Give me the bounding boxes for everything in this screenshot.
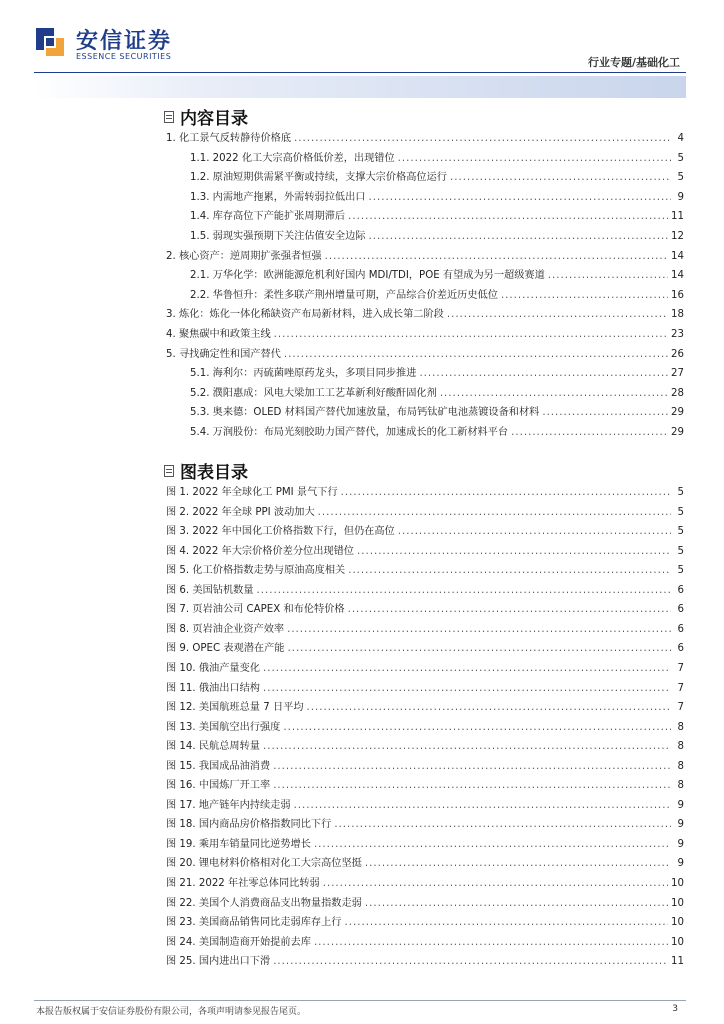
company-logo <box>32 22 172 68</box>
toc-entry-page[interactable]: 6 <box>677 623 684 635</box>
dot-leader <box>369 231 669 242</box>
toc-entry[interactable] <box>166 638 684 654</box>
dot-leader <box>283 722 671 733</box>
toc-entry-page[interactable]: 9 <box>677 191 684 203</box>
dot-leader <box>318 507 671 518</box>
dot-leader <box>345 917 669 928</box>
toc-entry[interactable] <box>166 951 684 967</box>
toc-entry-page[interactable]: 8 <box>677 721 684 733</box>
toc-entry-page[interactable]: 9 <box>677 819 684 831</box>
toc-entry-text[interactable]: 1.3. 内需地产拖累，外需转弱拉低出口 <box>190 191 366 203</box>
toc-entry-text[interactable]: 图 20. 锂电材料价格相对化工大宗高位坚挺 <box>166 858 362 870</box>
toc-entry-text[interactable]: 图 11. 俄油出口结构 <box>166 682 260 694</box>
toc-entry[interactable] <box>166 658 684 674</box>
toc-entry-text[interactable]: 1.1. 2022 化工大宗高价格低价差，出现错位 <box>190 152 395 164</box>
toc-entry-text[interactable]: 图 2. 2022 年全球 PPI 波动加大 <box>166 506 315 518</box>
toc-entry-page[interactable]: 7 <box>677 662 684 674</box>
dot-leader <box>307 702 671 713</box>
toc-entry-text[interactable]: 图 19. 乘用车销量同比逆势增长 <box>166 838 311 850</box>
toc-entry-page[interactable]: 26 <box>671 348 684 360</box>
dot-leader <box>365 858 671 869</box>
toc-entry-text[interactable]: 图 10. 俄油产量变化 <box>166 662 260 674</box>
toc-entry[interactable] <box>166 482 684 498</box>
dot-leader <box>287 643 671 654</box>
toc-entry-page[interactable]: 5 <box>677 172 684 184</box>
dot-leader <box>334 819 671 830</box>
dot-leader <box>348 604 671 615</box>
toc-entry[interactable] <box>166 265 684 281</box>
toc-entry-text[interactable]: 图 6. 美国钻机数量 <box>166 584 254 596</box>
toc-entry-page[interactable]: 28 <box>671 387 684 399</box>
dot-leader <box>325 251 668 262</box>
dot-leader <box>398 153 671 164</box>
toc-entry-text[interactable]: 2.2. 华鲁恒升：柔性多联产荆州增量可期，产品综合价差近历史低位 <box>190 289 498 301</box>
dot-leader <box>314 937 668 948</box>
toc-entry[interactable] <box>166 580 684 596</box>
toc-entry-page[interactable]: 14 <box>671 270 684 282</box>
toc-entry-page[interactable]: 5 <box>677 565 684 577</box>
toc-entry-page[interactable]: 12 <box>671 231 684 242</box>
toc-entry[interactable] <box>166 402 684 418</box>
toc-entry[interactable] <box>166 187 684 203</box>
toc-entry[interactable] <box>166 206 684 222</box>
toc-entry[interactable] <box>166 383 684 399</box>
report-category: 行业专题/基础化工 <box>587 56 680 69</box>
toc-entry-page[interactable]: 11 <box>671 956 684 968</box>
toc-entry-text[interactable]: 1.2. 原油短期供需紧平衡或持续，支撑大宗价格高位运行 <box>190 172 447 184</box>
dot-leader <box>323 878 668 889</box>
toc-entry-text[interactable]: 图 24. 美国制造商开始提前去库 <box>166 936 311 948</box>
dot-leader <box>511 427 668 438</box>
dot-leader <box>263 663 671 674</box>
toc-entry-page[interactable]: 29 <box>671 427 684 438</box>
figures-heading <box>164 458 248 483</box>
toc-entry-text[interactable]: 2. 核心资产：逆周期扩张强者恒强 <box>166 250 322 262</box>
toc-entry-text[interactable]: 5.3. 奥来德：OLED 材料国产替代加速放量，布局钙钛矿电池蒸镀设备和材料 <box>190 407 540 419</box>
toc-entry-text[interactable]: 图 7. 页岩油公司 CAPEX 和布伦特价格 <box>166 604 345 616</box>
toc-entry-text[interactable]: 图 18. 国内商品房价格指数同比下行 <box>166 819 332 831</box>
dot-leader <box>440 388 668 399</box>
header-divider <box>34 72 686 73</box>
toc-entry-page[interactable]: 5 <box>677 545 684 557</box>
toc-entry-page[interactable]: 10 <box>671 897 684 909</box>
toc-entry-page[interactable]: 8 <box>677 780 684 792</box>
toc-entry-page[interactable]: 10 <box>671 917 684 929</box>
toc-entry[interactable] <box>166 893 684 909</box>
toc-entry[interactable] <box>166 814 684 830</box>
dot-leader <box>348 211 668 222</box>
toc-entry[interactable] <box>166 541 684 557</box>
list-icon <box>164 111 174 123</box>
toc-entry-page[interactable]: 7 <box>677 682 684 694</box>
toc-entry[interactable] <box>166 599 684 615</box>
toc-entry-text[interactable]: 1.5. 弱现实强预期下关注估值安全边际 <box>190 231 366 242</box>
logo-mark-icon <box>32 24 68 60</box>
toc-entry[interactable] <box>166 502 684 518</box>
dot-leader <box>314 839 671 850</box>
toc-entry[interactable] <box>166 795 684 811</box>
dot-leader <box>273 761 671 772</box>
toc-entry-text[interactable]: 图 13. 美国航空出行强度 <box>166 721 281 733</box>
figures-title: 图表目录 <box>180 463 248 483</box>
toc-entry-text[interactable]: 3. 炼化：炼化一体化稀缺资产布局新材料，进入成长第二阶段 <box>166 309 444 321</box>
toc-entry-page[interactable]: 5 <box>677 526 684 538</box>
toc-entry-page[interactable]: 5 <box>677 506 684 518</box>
toc-entry-page[interactable]: 10 <box>671 878 684 889</box>
toc-entry-text[interactable]: 4. 聚焦碳中和政策主线 <box>166 329 271 340</box>
dot-leader <box>294 133 671 144</box>
dot-leader <box>263 741 671 752</box>
toc-entry[interactable] <box>166 521 684 537</box>
toc-entry-text[interactable]: 图 25. 国内进出口下滑 <box>166 956 271 968</box>
toc-entry-text[interactable]: 图 14. 民航总周转量 <box>166 741 260 753</box>
toc-entry-page[interactable]: 14 <box>671 250 684 262</box>
toc-entry-page[interactable]: 4 <box>677 133 684 144</box>
toc-entry-page[interactable]: 23 <box>671 329 684 340</box>
toc-entry[interactable] <box>166 756 684 772</box>
toc-entry-text[interactable]: 5.1. 海利尔：丙硫菌唑原药龙头，多项目同步推进 <box>190 368 417 380</box>
toc-entry[interactable] <box>166 932 684 948</box>
toc-entry-page[interactable]: 29 <box>671 407 684 419</box>
toc-entry-page[interactable]: 8 <box>677 760 684 772</box>
footer-divider <box>34 1000 686 1001</box>
toc-entry[interactable] <box>166 834 684 850</box>
toc-entry[interactable] <box>166 697 684 713</box>
toc-entry-text[interactable]: 2.1. 万华化学：欧洲能源危机利好国内 MDI/TDI，POE 有望成为另一超级赛道 <box>190 270 545 282</box>
dot-leader <box>257 585 671 596</box>
dot-leader <box>357 546 671 557</box>
dot-leader <box>284 349 668 360</box>
toc-entry-text[interactable]: 1. 化工景气反转静待价格底 <box>166 133 292 144</box>
list-icon <box>164 465 174 477</box>
toc-entry[interactable] <box>166 736 684 752</box>
toc-entry[interactable] <box>166 344 684 360</box>
dot-leader <box>548 270 668 281</box>
toc-entry-text[interactable]: 5.2. 濮阳惠成：风电大梁加工工艺革新利好酸酐固化剂 <box>190 387 437 399</box>
toc-entry-page[interactable]: 18 <box>671 309 684 321</box>
contents-title: 内容目录 <box>180 109 248 129</box>
toc-entry[interactable] <box>166 560 684 576</box>
toc-entry[interactable] <box>166 128 684 144</box>
toc-entry-page[interactable]: 27 <box>671 368 684 380</box>
toc-entry[interactable] <box>166 285 684 301</box>
contents-heading <box>164 104 248 129</box>
toc-entry-page[interactable]: 16 <box>671 289 684 301</box>
toc-entry[interactable] <box>166 226 684 242</box>
toc-entry-page[interactable]: 8 <box>677 741 684 753</box>
toc-entry[interactable] <box>166 619 684 635</box>
company-name-cn: 安信证券 <box>76 29 173 54</box>
toc-entry-page[interactable]: 6 <box>677 604 684 616</box>
toc-entry-text[interactable]: 图 17. 地产链年内持续走弱 <box>166 799 291 811</box>
toc-entry-text[interactable]: 图 23. 美国商品销售同比走弱库存上行 <box>166 917 342 929</box>
dot-leader <box>273 956 668 967</box>
toc-entry-page[interactable]: 9 <box>677 799 684 811</box>
toc-entry-text[interactable]: 图 9. OPEC 表观潜在产能 <box>166 643 285 655</box>
toc-entry-text[interactable]: 1.4. 库存高位下产能扩张周期滞后 <box>190 211 346 223</box>
toc-entry[interactable] <box>166 304 684 320</box>
dot-leader <box>263 683 671 694</box>
toc-entry-page[interactable]: 9 <box>677 838 684 850</box>
dot-leader <box>419 368 668 379</box>
toc-entry[interactable] <box>166 775 684 791</box>
toc-entry-text[interactable]: 图 5. 化工价格指数走势与原油高度相关 <box>166 565 346 577</box>
toc-entry-text[interactable]: 5. 寻找确定性和国产替代 <box>166 348 281 360</box>
dot-leader <box>398 526 671 537</box>
toc-entry[interactable] <box>166 148 684 164</box>
dot-leader <box>447 309 668 320</box>
dot-leader <box>274 329 668 340</box>
toc-entry[interactable] <box>166 422 684 438</box>
dot-leader <box>369 192 672 203</box>
toc-entry-text[interactable]: 图 16. 中国炼厂开工率 <box>166 780 271 792</box>
toc-entry-text[interactable]: 5.4. 万润股份：布局光刻胶助力国产替代，加速成长的化工新材料平台 <box>190 427 509 438</box>
toc-entry[interactable] <box>166 363 684 379</box>
page-number: 3 <box>672 1004 678 1014</box>
toc-entry-text[interactable]: 图 3. 2022 年中国化工价格指数下行，但仍在高位 <box>166 526 395 538</box>
dot-leader <box>365 898 668 909</box>
toc-entry-page[interactable]: 9 <box>677 858 684 870</box>
toc-entry-page[interactable]: 6 <box>677 584 684 596</box>
dot-leader <box>273 780 671 791</box>
dot-leader <box>501 290 668 301</box>
company-name-en: ESSENCE SECURITIES <box>76 52 172 61</box>
toc-entry-text[interactable]: 图 12. 美国航班总量 7 日平均 <box>166 702 304 714</box>
toc-entry-page[interactable]: 7 <box>677 702 684 714</box>
toc-entry[interactable] <box>166 912 684 928</box>
toc-entry-page[interactable]: 5 <box>677 487 684 498</box>
toc-entry[interactable] <box>166 246 684 262</box>
toc-entry-text[interactable]: 图 1. 2022 年全球化工 PMI 景气下行 <box>166 487 338 498</box>
header-band <box>34 76 686 98</box>
toc-entry-text[interactable]: 图 15. 我国成品油消费 <box>166 760 271 772</box>
toc-entry[interactable] <box>166 324 684 340</box>
toc-entry-page[interactable]: 6 <box>677 643 684 655</box>
dot-leader <box>287 624 671 635</box>
toc-entry-text[interactable]: 图 8. 页岩油企业资产效率 <box>166 623 285 635</box>
toc-entry-text[interactable]: 图 21. 2022 年社零总体同比转弱 <box>166 878 320 889</box>
dot-leader <box>542 407 668 418</box>
toc-entry-text[interactable]: 图 22. 美国个人消费商品支出物量指数走弱 <box>166 897 362 909</box>
toc-entry[interactable] <box>166 717 684 733</box>
footer-disclaimer: 本报告版权属于安信证券股份有限公司，各项声明请参见报告尾页。 <box>36 1007 307 1017</box>
dot-leader <box>294 800 671 811</box>
toc-entry-page[interactable]: 10 <box>671 936 684 948</box>
toc-entry-page[interactable]: 5 <box>677 152 684 164</box>
toc-entry[interactable] <box>166 873 684 889</box>
toc-entry[interactable] <box>166 678 684 694</box>
toc-entry[interactable] <box>166 167 684 183</box>
toc-entry-page[interactable]: 11 <box>671 211 684 223</box>
dot-leader <box>348 565 671 576</box>
toc-entry[interactable] <box>166 853 684 869</box>
dot-leader <box>341 487 671 498</box>
dot-leader <box>450 172 671 183</box>
toc-entry-text[interactable]: 图 4. 2022 年大宗价格价差分位出现错位 <box>166 545 354 557</box>
